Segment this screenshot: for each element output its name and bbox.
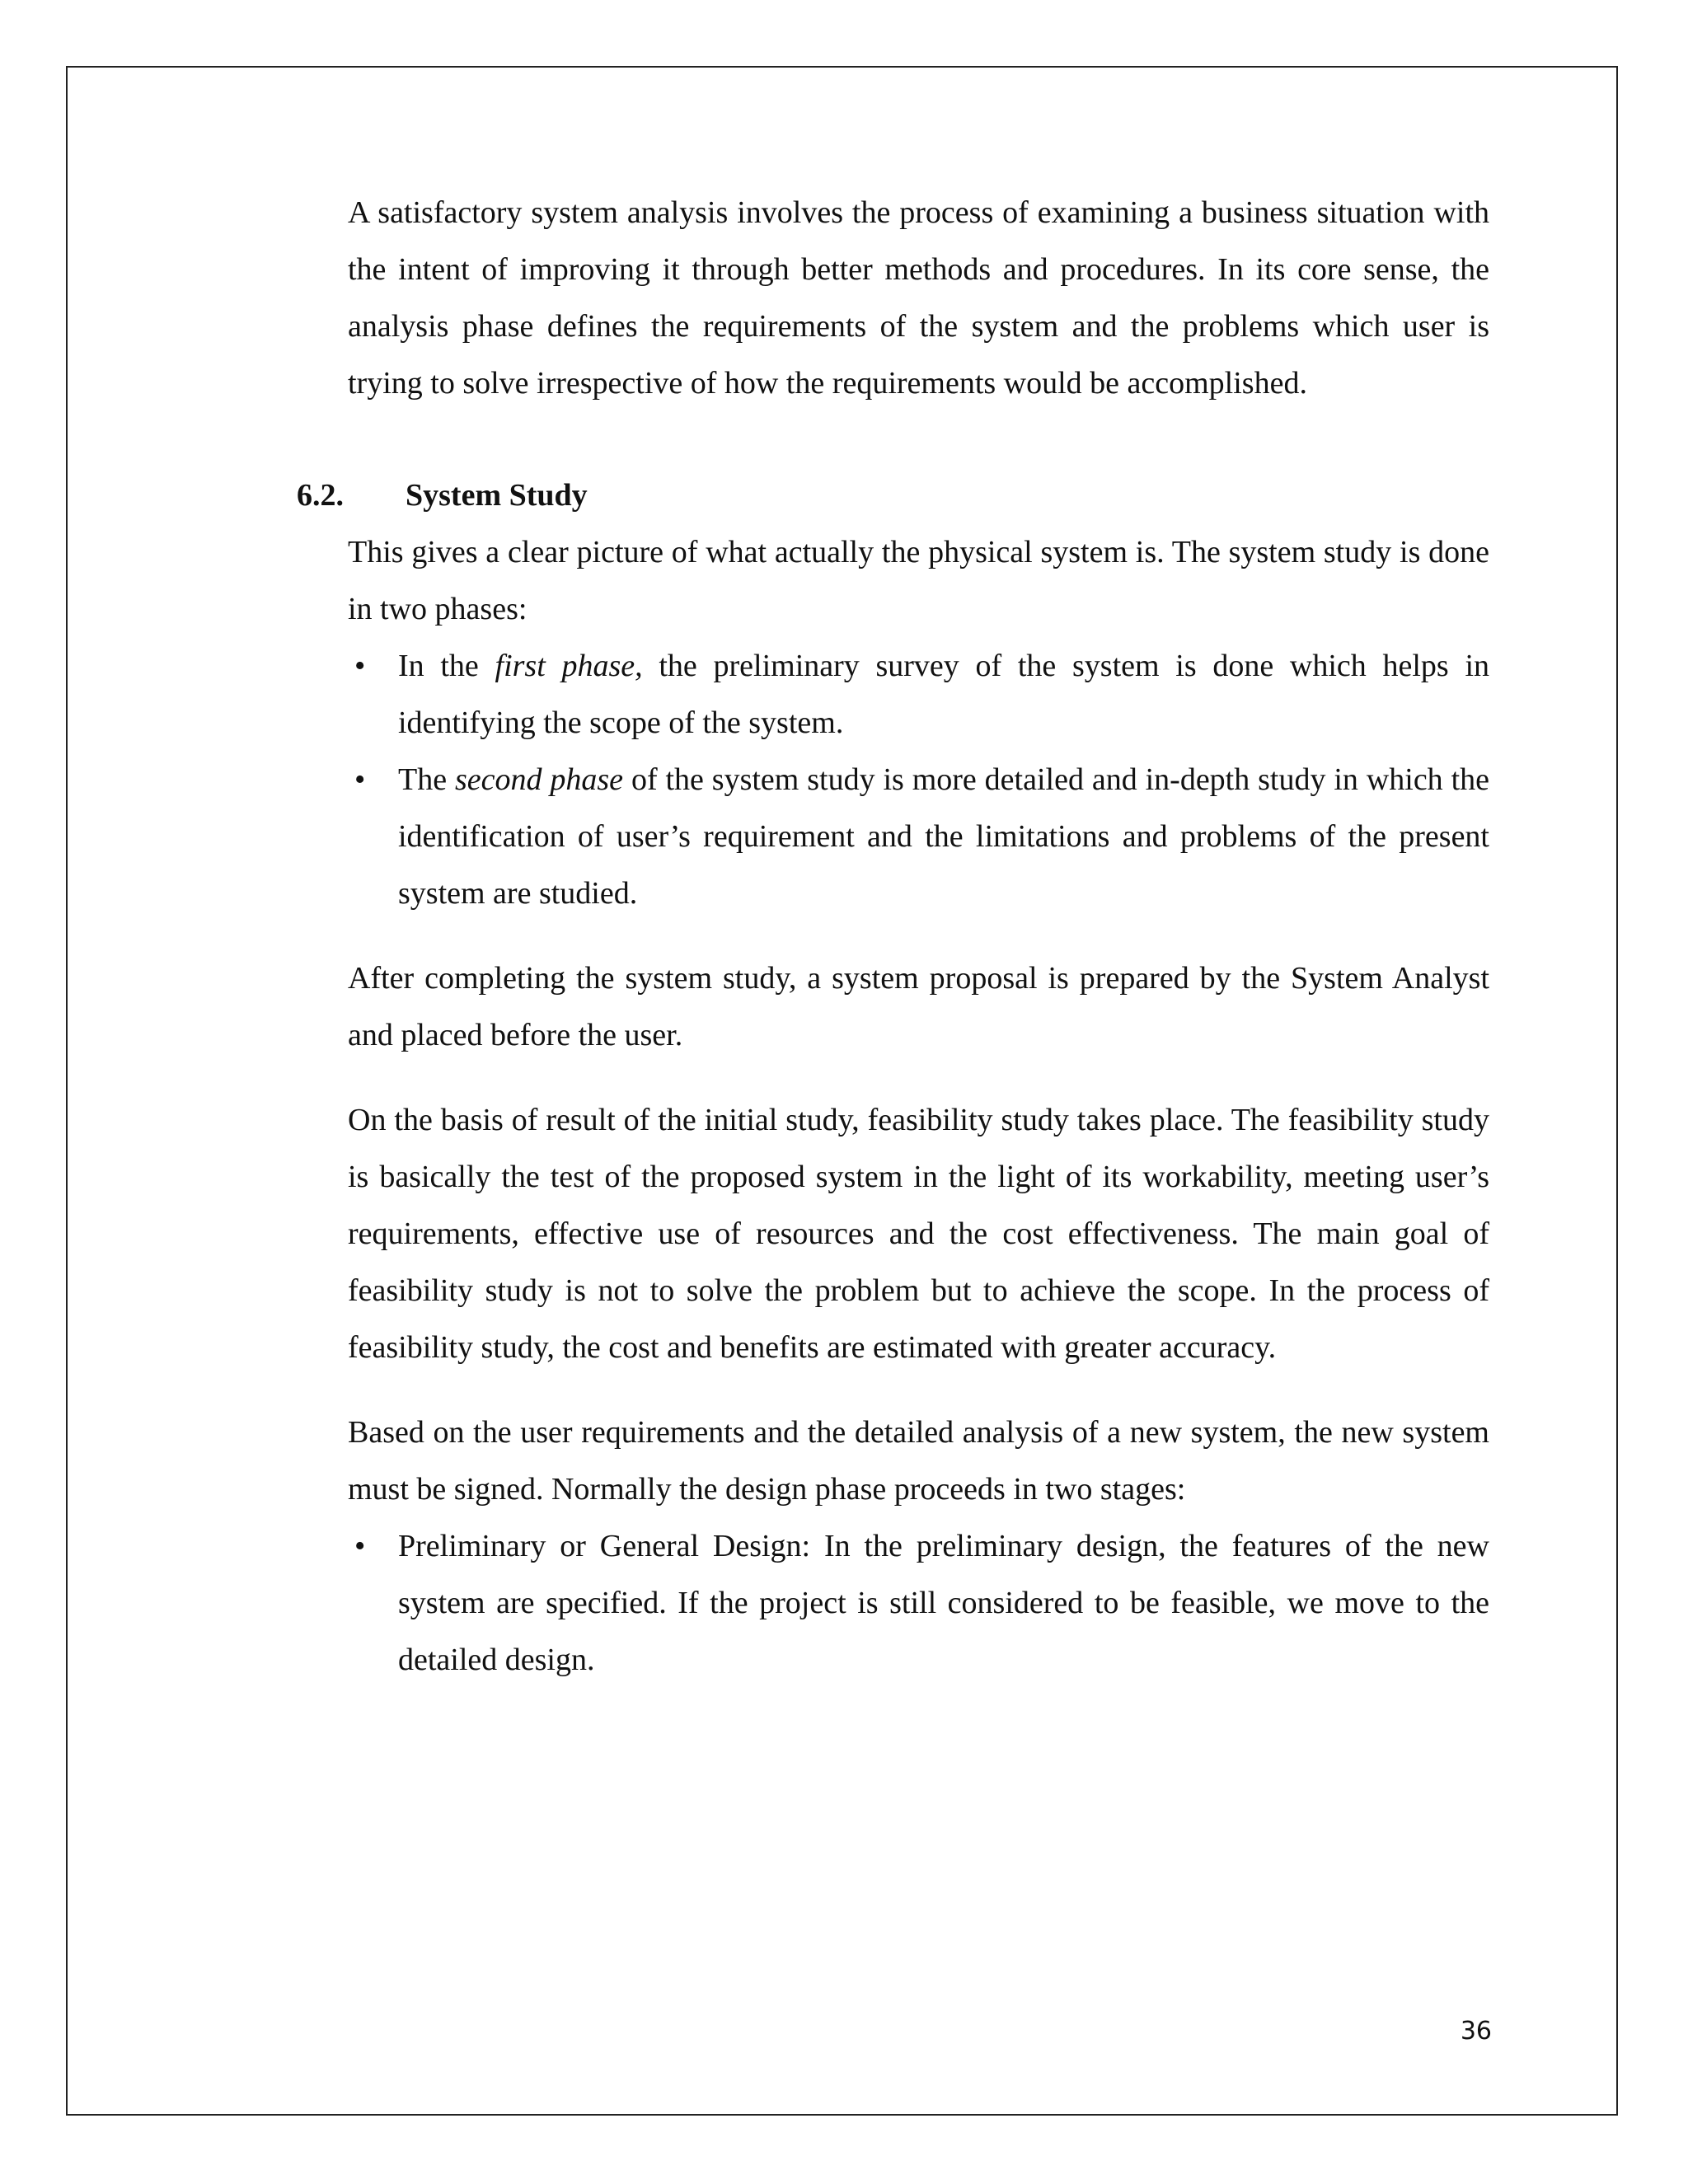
page-content xyxy=(297,185,1489,1689)
section-number: 6.2. xyxy=(297,478,344,513)
after-study-paragraph: After completing the system study, a system proposal is prepared by the System Analyst and placed before the user. xyxy=(348,961,1489,1052)
bullet-prefix: The xyxy=(398,762,455,797)
list-item xyxy=(348,752,1489,922)
design-list xyxy=(348,1518,1489,1689)
bullet-text: Preliminary or General Design: In the preliminary design, the features of the new system are specified. If the project is still considered to be feasible, we move to the detailed design. xyxy=(398,1529,1489,1677)
list-item xyxy=(348,1518,1489,1689)
intro-paragraph: A satisfactory system analysis involves the process of examining a business situation with the intent of improving it through better methods and procedures. In its core sense, the analysis phase defines the requirements of the system and the problems which user is trying to solve irrespective of how the requirements would be accomplished. xyxy=(348,195,1489,401)
bullet-icon: • xyxy=(354,649,366,683)
bullet-emphasis: first phase, xyxy=(495,649,643,683)
section-heading xyxy=(297,467,1489,524)
bullet-text: the preliminary survey of the system is done which helps in identifying the scope of the system. xyxy=(398,649,1489,740)
list-item xyxy=(348,638,1489,752)
bullet-prefix: In the xyxy=(398,649,495,683)
bullet-icon: • xyxy=(354,762,366,797)
feasibility-paragraph: On the basis of result of the initial study, feasibility study takes place. The feasibility study is basically the test of the proposed system in the light of its workability, meeting user’s requirements, effective use of resources and the cost effectiveness. The main goal of feasibility study is not to solve the problem but to achieve the scope. In the process of feasibility study, the cost and benefits are estimated with greater accuracy. xyxy=(348,1103,1489,1365)
page-number: 36 xyxy=(1460,2017,1492,2046)
section-title: System Study xyxy=(406,478,588,513)
bullet-emphasis: second phase xyxy=(454,762,624,797)
bullet-text: of the system study is more detailed and in-depth study in which the identification of user’s requirement and the limitations and problems of the present system are studied. xyxy=(398,762,1489,911)
bullet-icon: • xyxy=(354,1529,366,1563)
study-intro-paragraph: This gives a clear picture of what actually the physical system is. The system study is done in two phases: xyxy=(348,535,1489,626)
phase-list xyxy=(348,638,1489,922)
design-paragraph: Based on the user requirements and the detailed analysis of a new system, the new system must be signed. Normally the design phase proceeds in two stages: xyxy=(348,1415,1489,1507)
